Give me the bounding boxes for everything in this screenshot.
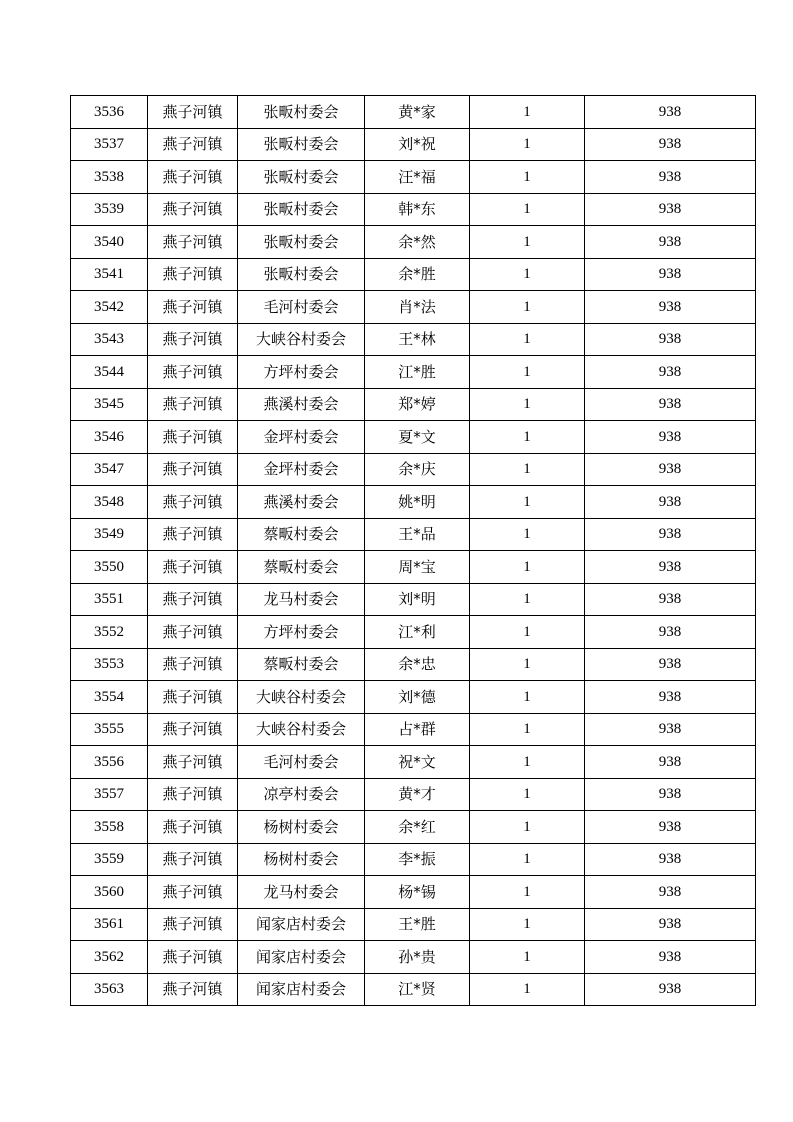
cell-amount: 938	[585, 128, 756, 161]
cell-name: 夏*文	[365, 421, 470, 454]
cell-index: 3542	[71, 291, 148, 324]
cell-village: 张畈村委会	[238, 193, 365, 226]
table-row	[71, 583, 756, 616]
cell-village: 龙马村委会	[238, 876, 365, 909]
cell-amount: 938	[585, 453, 756, 486]
cell-village: 蔡畈村委会	[238, 551, 365, 584]
cell-index: 3561	[71, 908, 148, 941]
cell-village: 张畈村委会	[238, 161, 365, 194]
cell-amount: 938	[585, 973, 756, 1006]
cell-name: 祝*文	[365, 746, 470, 779]
cell-village: 闻家店村委会	[238, 941, 365, 974]
cell-index: 3538	[71, 161, 148, 194]
cell-name: 占*群	[365, 713, 470, 746]
cell-name: 肖*法	[365, 291, 470, 324]
cell-name: 李*振	[365, 843, 470, 876]
cell-name: 王*品	[365, 518, 470, 551]
cell-index: 3556	[71, 746, 148, 779]
cell-village: 方坪村委会	[238, 356, 365, 389]
cell-town: 燕子河镇	[148, 778, 238, 811]
cell-name: 黄*才	[365, 778, 470, 811]
cell-village: 龙马村委会	[238, 583, 365, 616]
cell-index: 3563	[71, 973, 148, 1006]
cell-count: 1	[470, 453, 585, 486]
cell-count: 1	[470, 746, 585, 779]
cell-town: 燕子河镇	[148, 583, 238, 616]
cell-village: 方坪村委会	[238, 616, 365, 649]
table-row	[71, 843, 756, 876]
cell-amount: 938	[585, 356, 756, 389]
cell-index: 3551	[71, 583, 148, 616]
cell-amount: 938	[585, 908, 756, 941]
cell-village: 燕溪村委会	[238, 486, 365, 519]
cell-amount: 938	[585, 193, 756, 226]
cell-name: 周*宝	[365, 551, 470, 584]
cell-town: 燕子河镇	[148, 128, 238, 161]
cell-village: 张畈村委会	[238, 96, 365, 129]
cell-count: 1	[470, 421, 585, 454]
cell-count: 1	[470, 778, 585, 811]
cell-index: 3549	[71, 518, 148, 551]
cell-count: 1	[470, 291, 585, 324]
cell-town: 燕子河镇	[148, 323, 238, 356]
cell-village: 蔡畈村委会	[238, 518, 365, 551]
cell-count: 1	[470, 551, 585, 584]
cell-amount: 938	[585, 778, 756, 811]
cell-amount: 938	[585, 616, 756, 649]
cell-town: 燕子河镇	[148, 713, 238, 746]
cell-amount: 938	[585, 876, 756, 909]
cell-index: 3544	[71, 356, 148, 389]
cell-count: 1	[470, 583, 585, 616]
cell-name: 王*林	[365, 323, 470, 356]
cell-name: 孙*贵	[365, 941, 470, 974]
cell-count: 1	[470, 193, 585, 226]
cell-amount: 938	[585, 551, 756, 584]
table-row	[71, 551, 756, 584]
cell-name: 余*红	[365, 811, 470, 844]
cell-index: 3558	[71, 811, 148, 844]
cell-amount: 938	[585, 323, 756, 356]
cell-count: 1	[470, 941, 585, 974]
cell-index: 3555	[71, 713, 148, 746]
table-row	[71, 388, 756, 421]
cell-amount: 938	[585, 843, 756, 876]
table-row	[71, 226, 756, 259]
cell-name: 江*贤	[365, 973, 470, 1006]
cell-amount: 938	[585, 421, 756, 454]
table-row	[71, 486, 756, 519]
cell-town: 燕子河镇	[148, 518, 238, 551]
cell-town: 燕子河镇	[148, 746, 238, 779]
cell-name: 韩*东	[365, 193, 470, 226]
cell-name: 江*利	[365, 616, 470, 649]
cell-town: 燕子河镇	[148, 258, 238, 291]
cell-index: 3536	[71, 96, 148, 129]
beneficiary-table	[70, 95, 756, 1006]
cell-name: 刘*祝	[365, 128, 470, 161]
table-row	[71, 746, 756, 779]
cell-count: 1	[470, 96, 585, 129]
cell-town: 燕子河镇	[148, 226, 238, 259]
cell-village: 凉亭村委会	[238, 778, 365, 811]
cell-count: 1	[470, 616, 585, 649]
cell-index: 3546	[71, 421, 148, 454]
cell-count: 1	[470, 388, 585, 421]
cell-amount: 938	[585, 226, 756, 259]
cell-amount: 938	[585, 96, 756, 129]
cell-town: 燕子河镇	[148, 811, 238, 844]
table-row	[71, 96, 756, 129]
cell-name: 刘*德	[365, 681, 470, 714]
table-row	[71, 356, 756, 389]
cell-amount: 938	[585, 746, 756, 779]
cell-name: 余*胜	[365, 258, 470, 291]
table-row	[71, 941, 756, 974]
cell-count: 1	[470, 811, 585, 844]
table-row	[71, 681, 756, 714]
cell-count: 1	[470, 908, 585, 941]
cell-name: 汪*福	[365, 161, 470, 194]
cell-amount: 938	[585, 583, 756, 616]
table-row	[71, 161, 756, 194]
cell-name: 王*胜	[365, 908, 470, 941]
cell-village: 金坪村委会	[238, 421, 365, 454]
cell-count: 1	[470, 226, 585, 259]
cell-village: 毛河村委会	[238, 291, 365, 324]
table-row	[71, 713, 756, 746]
table-row	[71, 518, 756, 551]
cell-town: 燕子河镇	[148, 908, 238, 941]
cell-town: 燕子河镇	[148, 161, 238, 194]
cell-amount: 938	[585, 941, 756, 974]
cell-name: 江*胜	[365, 356, 470, 389]
cell-index: 3562	[71, 941, 148, 974]
cell-name: 杨*锡	[365, 876, 470, 909]
cell-amount: 938	[585, 648, 756, 681]
cell-amount: 938	[585, 681, 756, 714]
cell-count: 1	[470, 128, 585, 161]
cell-village: 杨树村委会	[238, 811, 365, 844]
cell-count: 1	[470, 323, 585, 356]
cell-town: 燕子河镇	[148, 941, 238, 974]
cell-index: 3540	[71, 226, 148, 259]
cell-count: 1	[470, 713, 585, 746]
cell-village: 大峡谷村委会	[238, 323, 365, 356]
cell-amount: 938	[585, 486, 756, 519]
cell-amount: 938	[585, 291, 756, 324]
table-row	[71, 323, 756, 356]
table-row	[71, 908, 756, 941]
table-row	[71, 811, 756, 844]
cell-count: 1	[470, 681, 585, 714]
table-row	[71, 291, 756, 324]
cell-village: 毛河村委会	[238, 746, 365, 779]
cell-count: 1	[470, 518, 585, 551]
cell-amount: 938	[585, 518, 756, 551]
cell-village: 燕溪村委会	[238, 388, 365, 421]
cell-name: 姚*明	[365, 486, 470, 519]
table-body	[71, 96, 756, 1006]
cell-count: 1	[470, 973, 585, 1006]
cell-name: 余*庆	[365, 453, 470, 486]
cell-village: 蔡畈村委会	[238, 648, 365, 681]
cell-amount: 938	[585, 258, 756, 291]
cell-town: 燕子河镇	[148, 291, 238, 324]
cell-index: 3552	[71, 616, 148, 649]
cell-town: 燕子河镇	[148, 648, 238, 681]
cell-town: 燕子河镇	[148, 876, 238, 909]
cell-count: 1	[470, 258, 585, 291]
cell-town: 燕子河镇	[148, 843, 238, 876]
cell-town: 燕子河镇	[148, 388, 238, 421]
cell-count: 1	[470, 876, 585, 909]
cell-index: 3543	[71, 323, 148, 356]
cell-name: 刘*明	[365, 583, 470, 616]
cell-name: 郑*婷	[365, 388, 470, 421]
cell-village: 金坪村委会	[238, 453, 365, 486]
cell-count: 1	[470, 843, 585, 876]
cell-town: 燕子河镇	[148, 486, 238, 519]
cell-town: 燕子河镇	[148, 453, 238, 486]
table-row	[71, 193, 756, 226]
table-row	[71, 973, 756, 1006]
cell-count: 1	[470, 486, 585, 519]
cell-town: 燕子河镇	[148, 973, 238, 1006]
cell-town: 燕子河镇	[148, 681, 238, 714]
cell-name: 余*然	[365, 226, 470, 259]
cell-village: 张畈村委会	[238, 226, 365, 259]
cell-index: 3550	[71, 551, 148, 584]
cell-count: 1	[470, 648, 585, 681]
cell-village: 闻家店村委会	[238, 908, 365, 941]
cell-index: 3559	[71, 843, 148, 876]
cell-count: 1	[470, 161, 585, 194]
cell-count: 1	[470, 356, 585, 389]
cell-amount: 938	[585, 713, 756, 746]
cell-name: 余*忠	[365, 648, 470, 681]
table-container	[70, 95, 725, 1006]
cell-amount: 938	[585, 388, 756, 421]
cell-amount: 938	[585, 161, 756, 194]
cell-village: 张畈村委会	[238, 258, 365, 291]
cell-index: 3541	[71, 258, 148, 291]
table-row	[71, 128, 756, 161]
table-row	[71, 421, 756, 454]
cell-index: 3557	[71, 778, 148, 811]
cell-town: 燕子河镇	[148, 421, 238, 454]
table-row	[71, 453, 756, 486]
table-row	[71, 258, 756, 291]
cell-village: 杨树村委会	[238, 843, 365, 876]
cell-town: 燕子河镇	[148, 356, 238, 389]
cell-town: 燕子河镇	[148, 616, 238, 649]
cell-town: 燕子河镇	[148, 551, 238, 584]
cell-index: 3560	[71, 876, 148, 909]
cell-index: 3539	[71, 193, 148, 226]
table-row	[71, 876, 756, 909]
table-row	[71, 648, 756, 681]
cell-index: 3554	[71, 681, 148, 714]
cell-index: 3548	[71, 486, 148, 519]
table-row	[71, 616, 756, 649]
cell-index: 3547	[71, 453, 148, 486]
cell-name: 黄*家	[365, 96, 470, 129]
cell-index: 3553	[71, 648, 148, 681]
cell-village: 闻家店村委会	[238, 973, 365, 1006]
cell-amount: 938	[585, 811, 756, 844]
cell-index: 3545	[71, 388, 148, 421]
cell-town: 燕子河镇	[148, 193, 238, 226]
cell-index: 3537	[71, 128, 148, 161]
cell-village: 张畈村委会	[238, 128, 365, 161]
table-row	[71, 778, 756, 811]
cell-village: 大峡谷村委会	[238, 713, 365, 746]
cell-town: 燕子河镇	[148, 96, 238, 129]
cell-village: 大峡谷村委会	[238, 681, 365, 714]
